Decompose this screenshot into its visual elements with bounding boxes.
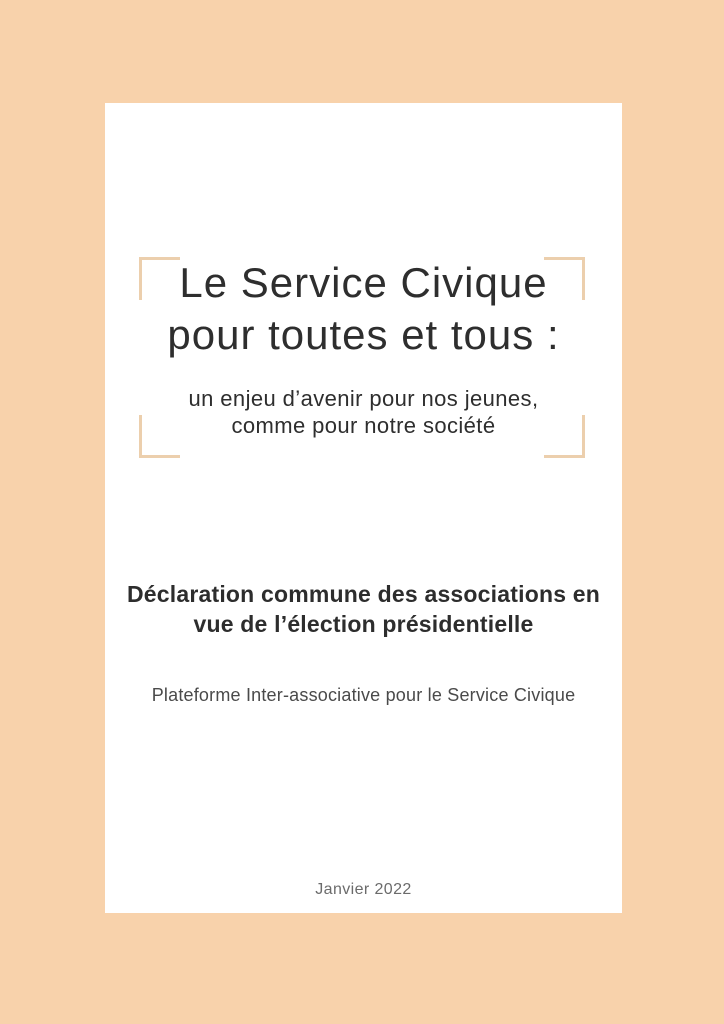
document-title	[105, 257, 622, 361]
document-subtitle-line-2: comme pour notre société	[231, 413, 496, 438]
declaration-heading	[105, 579, 622, 639]
document-subtitle	[105, 385, 622, 439]
publication-date: Janvier 2022	[315, 881, 412, 898]
document-title-line-1: Le Service Civique	[179, 259, 548, 306]
declaration-heading-line-1: Déclaration commune des associations en	[126, 581, 601, 607]
declaration-heading-line-2: vue de l’élection présidentielle	[193, 611, 534, 637]
document-title-line-2: pour toutes et tous :	[167, 311, 560, 358]
document-subtitle-line-1: un enjeu d’avenir pour nos jeunes,	[188, 386, 539, 411]
cover-page	[105, 103, 622, 913]
platform-byline: Plateforme Inter-associative pour le Service Civique	[151, 685, 576, 705]
